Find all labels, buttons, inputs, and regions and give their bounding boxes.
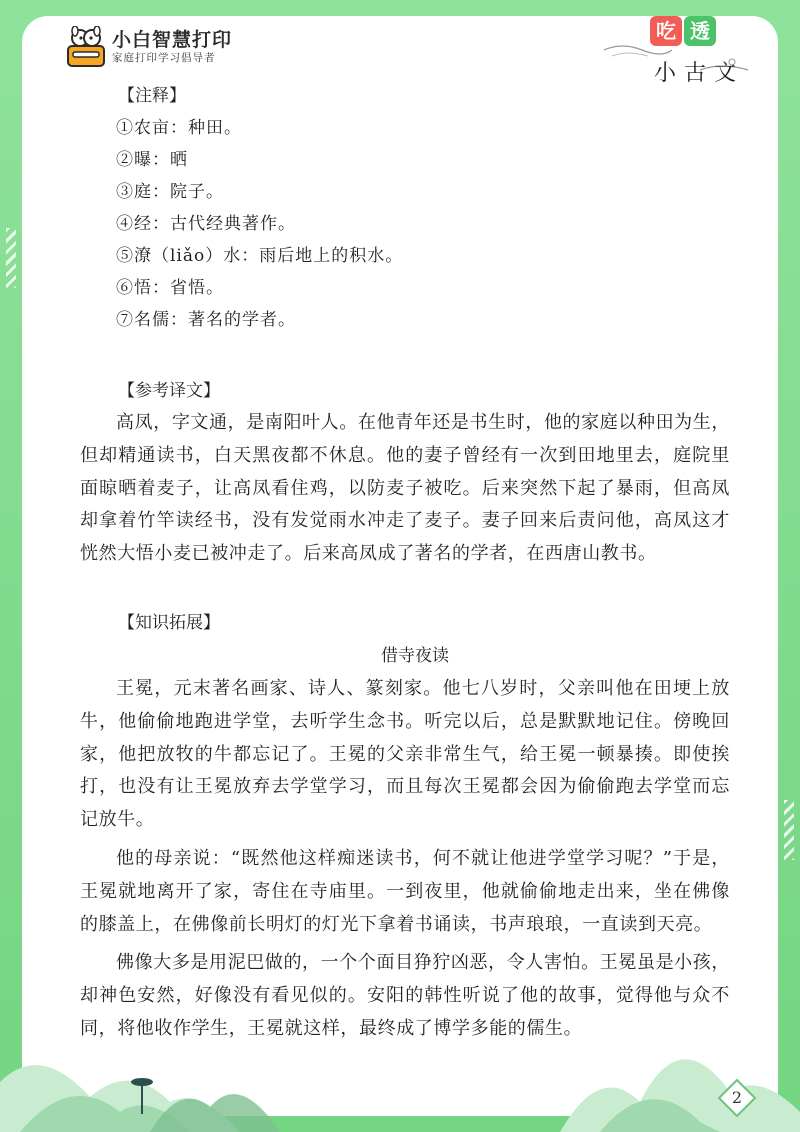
note-item: ⑦名儒：著名的学者。: [116, 310, 296, 330]
note-item: ①农亩：种田。: [116, 118, 242, 138]
page-number-text: 2: [731, 1088, 743, 1107]
translation-paragraph: 高凤，字文通，是南阳叶人。在他青年还是书生时，他的家庭以种田为生，但却精通读书，白天黑夜都不休息。他的妻子曾经有一次到田地里去，庭院里面晾晒着麦子，让高凤看住鸡，以防麦子被吃。后来突然下起了暴雨，但高凤却拿着竹竿读经书，没有发觉雨水冲走了麦子。妻子回来后责问他，高凤这才恍然大悟小麦已被冲走了。后来高凤成了著名的学者，在西唐山教书。: [80, 412, 730, 565]
story-paragraph: 佛像大多是用泥巴做的，一个个面目狰狞凶恶，令人害怕。王冕虽是小孩，却神色安然，好像没有看见似的。安阳的韩性听说了他的故事，觉得他与众不同，将他收作学生，王冕就这样，最终成了博学多能的儒生。: [80, 952, 730, 1039]
note-item: ③庭：院子。: [116, 182, 224, 202]
document-body: [80, 80, 730, 1046]
note-item: ②曝：晒: [116, 150, 188, 170]
brand-badge-chi: 吃: [650, 16, 682, 46]
story-paragraph: 王冕，元末著名画家、诗人、篆刻家。他七八岁时，父亲叫他在田埂上放牛，他偷偷地跑进学堂，去听学生念书。听完以后，总是默默地记住。傍晚回家，他把放牧的牛都忘记了。王冕的父亲非常生气，给王冕一顿暴揍。即使挨打，也没有让王冕放弃去学堂学习，而且每次王冕都会因为偷偷跑去学堂而忘记放牛。: [80, 677, 730, 831]
notes-heading: 【注释】: [118, 86, 186, 106]
story-paragraph: 他的母亲说：“既然他这样痴迷读书，何不就让他进学堂学习呢？”于是，王冕就地离开了家，寄住在寺庙里。一到夜里，他就偷偷地走出来，坐在佛像的膝盖上，在佛像前长明灯的灯光下拿着书诵读，书声琅琅，一直读到天亮。: [80, 847, 730, 935]
frame-decoration: [6, 228, 16, 288]
printer-logo-icon: [66, 26, 106, 68]
brand-mark: [602, 12, 752, 86]
story-title: 借寺夜读: [381, 645, 449, 666]
frame-decoration: [784, 800, 794, 860]
logo-title: 小白智慧打印: [112, 29, 233, 51]
note-item: ⑤潦（liǎo）水：雨后地上的积水。: [116, 246, 404, 266]
translation-heading: 【参考译文】: [118, 381, 220, 401]
brand-subtitle: 小古文: [654, 61, 745, 86]
note-item: ④经：古代经典著作。: [116, 214, 296, 234]
mountain-landscape-illustration: [0, 1002, 800, 1132]
page-number: [717, 1078, 757, 1118]
extension-heading: 【知识拓展】: [118, 612, 220, 633]
brand-badge-tou: 透: [684, 16, 716, 46]
logo-subtitle: 家庭打印学习倡导者: [112, 52, 216, 64]
note-item: ⑥悟：省悟。: [116, 278, 224, 298]
logo: [66, 26, 232, 68]
